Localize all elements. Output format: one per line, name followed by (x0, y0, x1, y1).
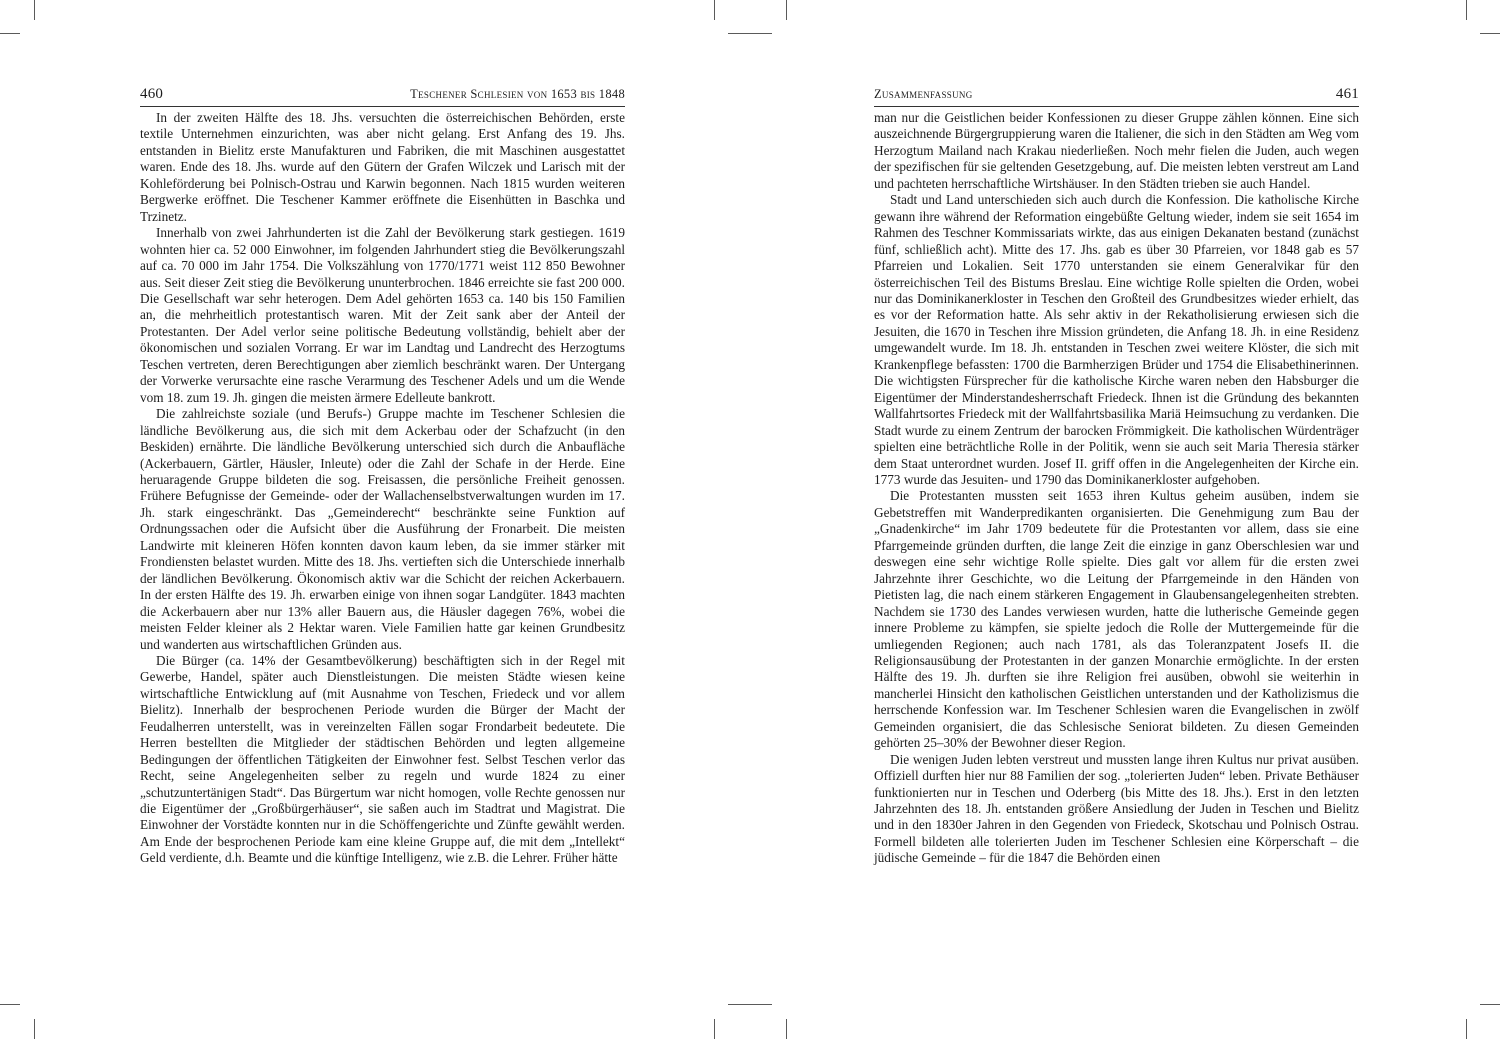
crop-mark (714, 0, 715, 20)
crop-mark (34, 1019, 35, 1039)
left-page (140, 86, 625, 867)
crop-mark (1466, 0, 1467, 20)
page-number: 461 (1335, 86, 1359, 102)
crop-mark (34, 0, 35, 20)
running-head (140, 86, 625, 107)
page-number: 460 (140, 86, 164, 102)
crop-mark (1466, 1019, 1467, 1039)
body-text (140, 110, 625, 867)
paragraph: Die wenigen Juden lebten verstreut und mussten lange ihren Kultus nur privat ausüben. Offiziell durften hier nur 88 Familien der sog. „tolerierten Juden“ leben. Private Bethäuser funktionierten nur in Teschen und Oderberg (bis Mitte des 18. Jhs.). Erst in den letzten Jahrzehnten des 18. Jh. entstanden größere Ansiedlung der Juden in Teschen und Bielitz und in den 1830er Jahren in den Gegenden von Friedeck, Skotschau und Polnisch Ostrau. Formell bildeten alle tolerierten Juden im Teschener Schlesien eine Körperschaft – die jüdische Gemeinde – für die 1847 die Behörden einen (874, 751, 1359, 866)
crop-mark (714, 1019, 715, 1039)
crop-mark (0, 1004, 20, 1005)
crop-mark (0, 33, 20, 34)
running-head-title: Zusammenfassung (874, 87, 973, 101)
crop-mark (1480, 33, 1500, 34)
paragraph-continued: man nur die Geistlichen beider Konfessionen zu dieser Gruppe zählen können. Eine sich auszeichnende Bürgergruppierung waren die Italiener, die sich in den Städten am Weg vom Herzogtum Mailand nach Krakau niederließen. Noch mehr fielen die Juden, auch wegen der spezifischen für sie geltenden Gesetzgebung, auf. Die meisten lebten verstreut am Land und pachteten herrschaftliche Wirtshäuser. In den Städten trieben sie auch Handel. (874, 110, 1359, 191)
paragraph: Die Protestanten mussten seit 1653 ihren Kultus geheim ausüben, indem sie Gebetstreffen mit Wanderpredikanten organisierten. Die Genehmigung zum Bau der „Gnadenkirche“ im Jahr 1709 bedeutete für die Protestanten vor allem, dass sie eine Pfarrgemeinde gründen durften, die lange Zeit die einzige in ganz Oberschlesien war und deswegen eine sehr wichtige Rolle spielte. Dies galt vor allem für die ersten zwei Jahrzehnte ihrer Geschichte, wo die Leitung der Pfarrgemeinde in den Händen von Pietisten lag, die nach einem stärkeren Engagement in Glaubensangelegenheiten strebten. Nachdem sie 1730 des Landes verwiesen wurden, hatte die lutherische Gemeinde gegen innere Probleme zu kämpfen, sie spielte jedoch die Rolle der Muttergemeinde für die umliegenden Regionen; auch nach 1781, als das Toleranzpatent Josefs II. die Religionsausübung der Protestanten in der ganzen Monarchie ermöglichte. In der ersten Hälfte des 19. Jh. durften sie ihre Religion frei ausüben, obwohl sie weiterhin in mancherlei Hinsicht den katholischen Geistlichen unterstanden und der Katholizismus die herrschende Konfession war. Im Teschener Schlesien waren die Evangelischen in zwölf Gemeinden organisiert, die das Schlesische Seniorat bildeten. Zu diesen Gemeinden gehörten 25–30% der Bewohner dieser Region. (874, 488, 1359, 751)
paragraph: Stadt und Land unterschieden sich auch durch die Konfession. Die katholische Kirche gewann ihre während der Reformation eingebüßte Geltung wieder, indem sie seit 1654 im Rahmen des Teschner Kommissariats wirkte, das aus einigen Dekanaten bestand (zunächst fünf, schließlich acht). Mitte des 17. Jhs. gab es über 30 Pfarreien, vor 1848 gab es 57 Pfarreien und Lokalien. Seit 1770 unterstanden sie einem Generalvikar für den österreichischen Teil des Bistums Breslau. Eine wichtige Rolle spielten die Orden, wobei nur das Dominikanerkloster in Teschen den Großteil des Grundbesitzes wieder erhielt, das es vor der Reformation hatte. Als sehr aktiv in der Rekatholisierung erwiesen sich die Jesuiten, die 1670 in Teschen ihre Mission gründeten, die Anfang 18. Jh. in eine Residenz umgewandelt wurde. Im 18. Jh. entstanden in Teschen zwei weitere Klöster, die sich mit Krankenpflege befassten: 1700 die Barmherzigen Brüder und 1754 die Elisabethinerinnen. Die wichtigsten Fürsprecher für die katholische Kirche waren neben den Habsburger die Eigentümer der Minderstandesherrschaft Friedeck. Ihnen ist die Gründung des bekannten Wallfahrtsortes Friedeck mit der Wallfahrtsbasilika Mariä Heimsuchung zu verdanken. Die Stadt wurde zu einem Zentrum der barocken Frömmigkeit. Die katholischen Würdenträger spielten eine beträchtliche Rolle in der Politik, wenn sie auch seit Maria Theresia stärker dem Staat unterordnet wurden. Josef II. griff offen in die Angelegenheiten der Kirche ein. 1773 wurde das Jesuiten- und 1790 das Dominikanerkloster aufgehoben. (874, 192, 1359, 487)
right-page (874, 86, 1359, 867)
crop-mark (1480, 1004, 1500, 1005)
crop-mark (786, 1019, 787, 1039)
running-head (874, 86, 1359, 107)
paragraph: Die Bürger (ca. 14% der Gesamtbevölkerung) beschäftigten sich in der Regel mit Gewerbe, Handel, später auch Dienstleistungen. Die meisten Städte wiesen keine wirtschaftliche Entwicklung auf (mit Ausnahme von Teschen, Friedeck und vor allem Bielitz). Innerhalb der besprochenen Periode wurden die Bürger der Macht der Feudalherren unterstellt, was in vereinzelten Fällen sogar Frondarbeit bedeutete. Die Herren bestellten die Mitglieder der städtischen Behörden und legten allgemeine Bedingungen der öffentlichen Tätigkeiten der Einwohner fest. Selbst Teschen verlor das Recht, seine Angelegenheiten selber zu regeln und wurde 1824 zu einer „schutzuntertänigen Stadt“. Das Bürgertum war nicht homogen, volle Rechte genossen nur die Eigentümer der „Großbürgerhäuser“, sie saßen auch im Stadtrat und Magistrat. Die Einwohner der Vorstädte konnten nur in die Schöffengerichte und Zünfte gewählt werden. Am Ende der besprochenen Periode kam eine kleine Gruppe auf, die mit dem „Intellekt“ Geld verdiente, d.h. Beamte und die künftige Intelligenz, wie z.B. die Lehrer. Früher hätte (140, 652, 625, 866)
crop-mark (728, 33, 772, 34)
crop-mark (728, 1004, 772, 1005)
paragraph: In der zweiten Hälfte des 18. Jhs. versuchten die österreichischen Behörden, erste textile Unternehmen einzurichten, was aber nicht gelang. Erst Anfang des 19. Jhs. entstanden in Bielitz erste Manufakturen und Fabriken, die mit Maschinen ausgestattet waren. Ende des 18. Jhs. wurde auf den Gütern der Grafen Wilczek und Larisch mit der Kohleförderung bei Polnisch-Ostrau und Karwin begonnen. Nach 1815 wurden weiteren Bergwerke eröffnet. Die Teschener Kammer eröffnete die Eisenhütten in Baschka und Trzinetz. (140, 110, 625, 224)
paragraph: Die zahlreichste soziale (und Berufs-) Gruppe machte im Teschener Schlesien die ländliche Bevölkerung aus, die sich mit dem Ackerbau oder der Schafzucht (in den Beskiden) ernährte. Die ländliche Bevölkerung unterschied sich durch die Anbaufläche (Ackerbauern, Gärtler, Häusler, Inleute) oder die Zahl der Schafe in der Herde. Eine heruaragende Gruppe bildeten die sog. Freisassen, die persönliche Freiheit genossen. Frühere Befugnisse der Gemeinde- oder der Wallachenselbstverwaltungen wurden im 17. Jh. stark eingeschränkt. Das „Gemeinderecht“ beschränkte seine Funktion auf Ordnungssachen oder die Aufsicht über die Ausführung der Fronarbeit. Die meisten Landwirte mit kleineren Höfen konnten davon kaum leben, da sie immer stärker mit Frondiensten belastet wurden. Mitte des 18. Jhs. vertieften sich die Unterschiede innerhalb der ländlichen Bevölkerung. Ökonomisch aktiv war die Schicht der reichen Ackerbauern. In der ersten Hälfte des 19. Jh. erwarben einige von ihnen sogar Landgüter. 1843 machten die Ackerbauern aber nur 13% aller Bauern aus, die Häusler dagegen 76%, wobei die meisten Felder kleiner als 2 Hektar waren. Viele Familien hatte gar keinen Grundbesitz und wanderten aus wirtschaftlichen Gründen aus. (140, 406, 625, 652)
crop-mark (786, 0, 787, 20)
paragraph: Innerhalb von zwei Jahrhunderten ist die Zahl der Bevölkerung stark gestiegen. 1619 wohnten hier ca. 52 000 Einwohner, im folgenden Jahrhundert stieg die Bevölkerungszahl auf ca. 70 000 im Jahr 1754. Die Volkszählung von 1770/1771 weist 112 850 Bewohner aus. Seit dieser Zeit stieg die Bevölkerung ununterbrochen. 1846 erreichte sie fast 200 000. Die Gesellschaft war sehr heterogen. Dem Adel gehörten 1653 ca. 140 bis 150 Familien an, die mehrheitlich protestantisch waren. Mit der Zeit sank aber der Anteil der Protestanten. Der Adel verlor seine politische Bedeutung vollständig, behielt aber der ökonomischen und sozialen Vorrang. Er war im Landtag und Landrecht des Herzogtums Teschen vertreten, deren Berechtigungen aber ziemlich beschränkt waren. Der Untergang der Vorwerke verursachte eine rasche Verarmung des Teschener Adels und um die Wende vom 18. zum 19. Jh. gingen die meisten ärmere Edelleute bankrott. (140, 225, 625, 405)
running-head-title: Teschener Schlesien von 1653 bis 1848 (410, 87, 625, 101)
body-text (874, 110, 1359, 867)
